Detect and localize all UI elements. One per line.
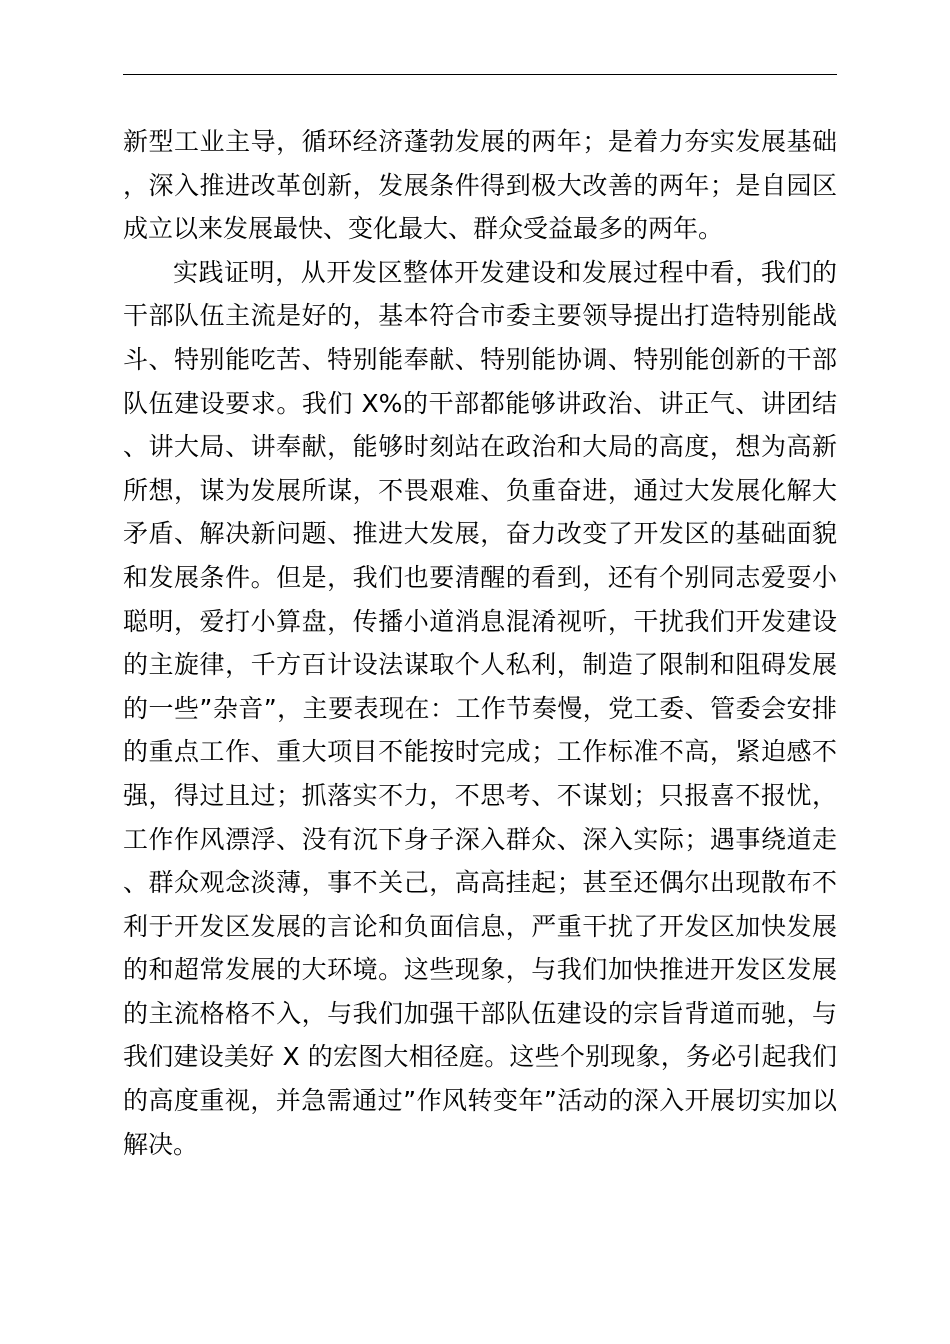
paragraph-1: 新型工业主导，循环经济蓬勃发展的两年；是着力夯实发展基础，深入推进改革创新，发展条件得到极大改善的两年；是自园区成立以来发展最快、变化最大、群众受益最多的两年。 <box>123 127 837 244</box>
paragraph-2: 实践证明，从开发区整体开发建设和发展过程中看，我们的干部队伍主流是好的，基本符合市委主要领导提出打造特别能战斗、特别能吃苦、特别能奉献、特别能协调、特别能创新的干部队伍建设要求。我们 X%的干部都能够讲政治、讲正气、讲团结、讲大局、讲奉献，能够时刻站在政治和大局的高度，想为高新所想，谋为发展所谋，不畏艰难、负重奋进，通过大发展化解大矛盾、解决新问题、推进大发展，奋力改变了开发区的基础面貌和发展条件。但是，我们也要清醒的看到，还有个别同志爱耍小聪明，爱打小算盘，传播小道消息混淆视听，干扰我们开发建设的主旋律，千方百计设法谋取个人私利，制造了限制和阻碍发展的一些”杂音”，主要表现在：工作节奏慢，党工委、管委会安排的重点工作、重大项目不能按时完成；工作标准不高，紧迫感不强，得过且过；抓落实不力，不思考、不谋划；只报喜不报忧，工作作风漂浮、没有沉下身子深入群众、深入实际；遇事绕道走、群众观念淡薄，事不关己，高高挂起；甚至还偶尔出现散布不利于开发区发展的言论和负面信息，严重干扰了开发区加快发展的和超常发展的大环境。这些现象，与我们加快推进开发区发展的主流格格不入，与我们加强干部队伍建设的宗旨背道而驰，与我们建设美好 X 的宏图大相径庭。这些个别现象，务必引起我们的高度重视，并急需通过”作风转变年”活动的深入开展切实加以解决。 <box>123 257 837 1159</box>
document-body <box>123 120 837 1166</box>
header-rule <box>123 74 837 75</box>
